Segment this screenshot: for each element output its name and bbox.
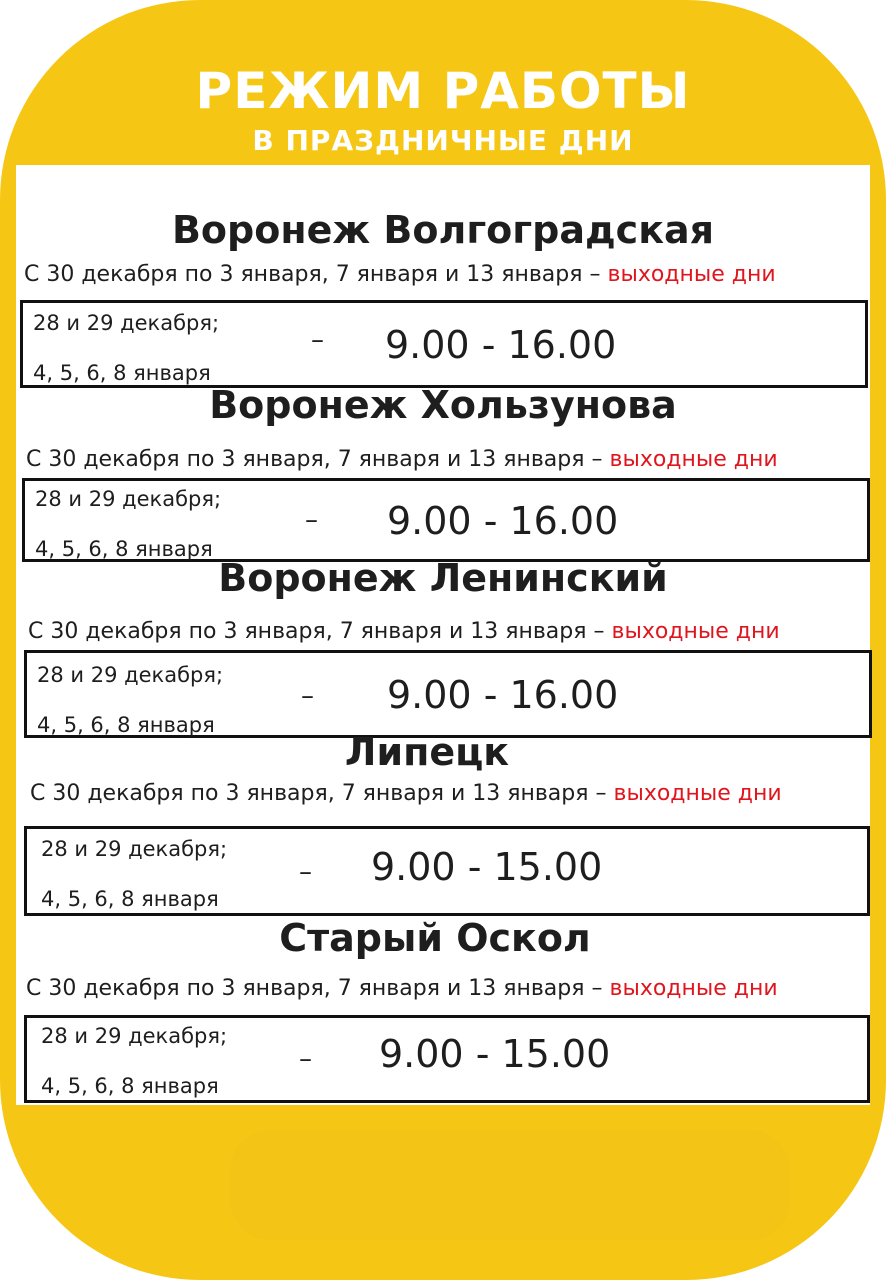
working-hours: 9.00 - 15.00 (379, 1032, 611, 1076)
poster-title: РЕЖИМ РАБОТЫ (195, 62, 691, 120)
closed-days-label: выходные дни (609, 447, 778, 472)
working-days-line2: 4, 5, 6, 8 января (33, 361, 211, 385)
blurred-footer-area (230, 1130, 790, 1240)
working-days-line2: 4, 5, 6, 8 января (37, 713, 215, 737)
hours-box (24, 826, 870, 916)
branch-name-holzunova: Воронеж Хользунова (209, 383, 677, 427)
closed-days-text: С 30 декабря по 3 января, 7 января и 13 января – (26, 447, 603, 472)
branch-name-lipetsk: Липецк (344, 730, 510, 774)
working-days-line1: 28 и 29 декабря; (41, 837, 228, 861)
closed-days-label: выходные дни (609, 976, 778, 1001)
closed-days-label: выходные дни (611, 619, 780, 644)
branch-name-stary-oskol: Старый Оскол (279, 916, 591, 960)
working-days-line1: 28 и 29 декабря; (41, 1024, 228, 1048)
working-hours: 9.00 - 16.00 (385, 323, 617, 367)
dash-separator: – (301, 681, 314, 711)
working-hours: 9.00 - 16.00 (387, 673, 619, 717)
dash-separator: – (311, 325, 324, 355)
closed-days-line (24, 262, 776, 287)
working-days-line2: 4, 5, 6, 8 января (41, 1074, 219, 1098)
dash-separator: – (299, 1044, 312, 1074)
working-hours: 9.00 - 16.00 (387, 499, 619, 543)
closed-days-label: выходные дни (613, 781, 782, 806)
working-hours: 9.00 - 15.00 (371, 845, 603, 889)
working-days-line1: 28 и 29 декабря; (33, 311, 220, 335)
dash-separator: – (299, 857, 312, 887)
working-days-line2: 4, 5, 6, 8 января (41, 887, 219, 911)
closed-days-label: выходные дни (607, 262, 776, 287)
hours-box (20, 300, 868, 388)
branch-name-volgogradskaya: Воронеж Волгоградская (171, 208, 715, 252)
hours-box (24, 650, 872, 738)
closed-days-text: С 30 декабря по 3 января, 7 января и 13 января – (26, 976, 603, 1001)
working-days-line1: 28 и 29 декабря; (37, 663, 224, 687)
closed-days-line (26, 447, 778, 472)
poster-subtitle: В ПРАЗДНИЧНЫЕ ДНИ (252, 124, 634, 157)
working-days-line1: 28 и 29 декабря; (35, 487, 222, 511)
hours-box (22, 478, 870, 562)
closed-days-text: С 30 декабря по 3 января, 7 января и 13 января – (24, 262, 601, 287)
closed-days-text: С 30 декабря по 3 января, 7 января и 13 января – (30, 781, 607, 806)
branch-name-leninsky: Воронеж Ленинский (218, 556, 668, 600)
working-days-line2: 4, 5, 6, 8 января (35, 537, 213, 561)
hours-box (24, 1015, 870, 1103)
closed-days-text: С 30 декабря по 3 января, 7 января и 13 января – (28, 619, 605, 644)
closed-days-line (28, 619, 780, 644)
closed-days-line (26, 976, 778, 1001)
closed-days-line (30, 781, 782, 806)
dash-separator: – (305, 505, 318, 535)
